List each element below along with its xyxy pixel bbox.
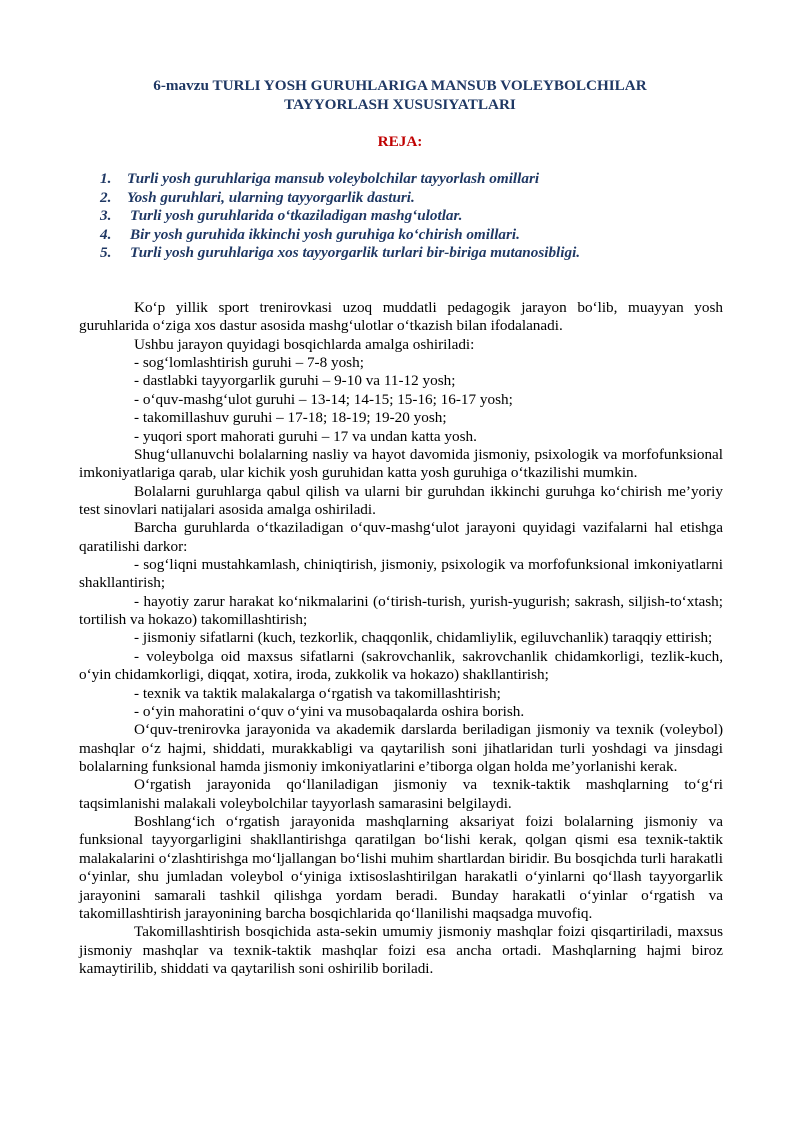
list-item: - sog‘liqni mustahkamlash, chiniqtirish, jismoniy, psixologik va morfofunksional imkoniyatlarni shakllantirish; bbox=[79, 556, 723, 592]
plan-item-number: 2. bbox=[100, 188, 112, 206]
plan-item-text: Bir yosh guruhida ikkinchi yosh guruhiga ko‘chirish omillari. bbox=[130, 225, 520, 243]
paragraph: Bolalarni guruhlarga qabul qilish va ularni bir guruhdan ikkinchi guruhga ko‘chirish me’yoriy test sinovlari natijalari asosida amalga oshiriladi. bbox=[79, 482, 723, 518]
plan-item-number: 4. bbox=[100, 225, 112, 243]
list-item: - jismoniy sifatlarni (kuch, tezkorlik, chaqqonlik, chidamliylik, egiluvchanlik) taraqqiy ettirish; bbox=[134, 629, 713, 647]
plan-item-text: Turli yosh guruhlarida o‘tkaziladigan mashg‘ulotlar. bbox=[130, 207, 463, 225]
list-item: - hayotiy zarur harakat ko‘nikmalarini (o‘tirish-turish, yurish-yugurish; sakrash, siljish-to‘xtash; tortilish va hokazo) takomillashtirish; bbox=[79, 592, 723, 629]
paragraph: O‘quv-trenirovka jarayonida va akademik darslarda beriladigan jismoniy va texnik (voleybol) mashqlar o‘z hajmi, shiddati, murakkabligi va qaytarilish soni jihatlaridan turli yoshdagi va jinsdagi bolalarning funksional hamda jismoniy imkoniyatlarini e’tiborga olgan holda me’yorlanishi kerak. bbox=[79, 721, 723, 775]
plan-item bbox=[100, 170, 740, 189]
list-item: - sog‘lomlashtirish guruhi – 7-8 yosh; bbox=[134, 354, 364, 372]
plan-item bbox=[100, 189, 740, 208]
list-item: - o‘quv-mashg‘ulot guruhi – 13-14; 14-15; 15-16; 16-17 yosh; bbox=[134, 390, 513, 408]
paragraph: Barcha guruhlarda o‘tkaziladigan o‘quv-mashg‘ulot jarayoni quyidagi vazifalarni hal etishga qaratilishi darkor: bbox=[79, 519, 723, 555]
plan-item-number: 5. bbox=[100, 244, 112, 262]
list-item: - dastlabki tayyorgarlik guruhi – 9-10 va 11-12 yosh; bbox=[134, 372, 456, 390]
plan-item bbox=[100, 226, 740, 245]
plan-list bbox=[100, 170, 740, 263]
paragraph: Boshlang‘ich o‘rgatish jarayonida mashqlarning aksariyat foizi bolalarning jismoniy va funksional tayyorgarligini shakllantirishga qaratilgan bo‘lishi kerak, qolgan qismi esa texnik-taktik malakalarini o‘zlashtirishga mo‘ljallangan bo‘lishi muhim shartlardan biridir. Bu bosqichda turli harakatli o‘yinlar, shu jumladan voleybol o‘yiniga ixtisoslashtirilgan harakatli o‘yinlarni qo‘llash tayyorgarlik jarayonini samarali tashkil qilishga yordam beradi. Bunday harakatli o‘yinlar o‘rgatish va takomillashtirish jarayonining barcha bosqichlarida qo‘llanilishi maqsadga muvofiq. bbox=[79, 813, 723, 922]
list-item: - texnik va taktik malakalarga o‘rgatish va takomillashtirish; bbox=[134, 684, 501, 702]
page-title bbox=[60, 77, 740, 114]
paragraph: Ko‘p yillik sport trenirovkasi uzoq muddatli pedagogik jarayon bo‘lib, muayyan yosh guruhlarida o‘ziga xos dastur asosida mashg‘ulotlar o‘tkazish bilan ifodalanadi. bbox=[79, 299, 723, 335]
list-item: - voleybolga oid maxsus sifatlarni (sakrovchanlik, sakrovchanlik chidamkorligi, tezlik-kuch, o‘yin chidamkorligi, diqqat, xotira, iroda, zukkolik va hokazo) shakllantirish; bbox=[79, 647, 723, 684]
list-item: - yuqori sport mahorati guruhi – 17 va undan katta yosh. bbox=[134, 427, 477, 445]
paragraph: Shug‘ullanuvchi bolalarning nasliy va hayot davomida jismoniy, psixologik va morfofunksional imkoniyatlariga qarab, ular kichik yosh guruhidan katta yosh guruhiga o‘tkazilishi mumkin. bbox=[79, 445, 723, 482]
plan-item bbox=[100, 244, 740, 263]
plan-item-text: Turli yosh guruhlariga xos tayyorgarlik turlari bir-biriga mutanosibligi. bbox=[130, 244, 581, 262]
list-item: - takomillashuv guruhi – 17-18; 18-19; 19-20 yosh; bbox=[134, 409, 447, 427]
paragraph: Takomillashtirish bosqichida asta-sekin umumiy jismoniy mashqlar foizi qisqartiriladi, maxsus jismoniy mashqlar va texnik-taktik mashqlar foizi esa ancha ortadi. Mashqlarning hajmi biroz kamaytirilib, shiddati va qaytarilish soni oshirilib boriladi. bbox=[79, 923, 723, 977]
title-line-2: TAYYORLASH XUSUSIYATLARI bbox=[284, 95, 516, 113]
plan-item-number: 1. bbox=[100, 170, 112, 187]
plan-item-number: 3. bbox=[100, 207, 112, 225]
title-line-1: 6-mavzu TURLI YOSH GURUHLARIGA MANSUB VOLEYBOLCHILAR bbox=[153, 77, 647, 94]
list-item: - o‘yin mahoratini o‘quv o‘yini va musobaqalarda oshira borish. bbox=[134, 702, 525, 720]
paragraph: O‘rgatish jarayonida qo‘llaniladigan jismoniy va texnik-taktik mashqlarning to‘g‘ri taqsimlanishi malakali voleybolchilar tayyorlash samarasini belgilaydi. bbox=[79, 776, 723, 812]
plan-item-text: Yosh guruhlari, ularning tayyorgarlik dasturi. bbox=[127, 188, 415, 206]
document-body bbox=[79, 299, 723, 978]
plan-heading: REJA: bbox=[377, 133, 423, 150]
plan-item bbox=[100, 207, 740, 226]
paragraph: Ushbu jarayon quyidagi bosqichlarda amalga oshiriladi: bbox=[134, 335, 475, 353]
plan-item-text: Turli yosh guruhlariga mansub voleybolchilar tayyorlash omillari bbox=[127, 170, 540, 187]
